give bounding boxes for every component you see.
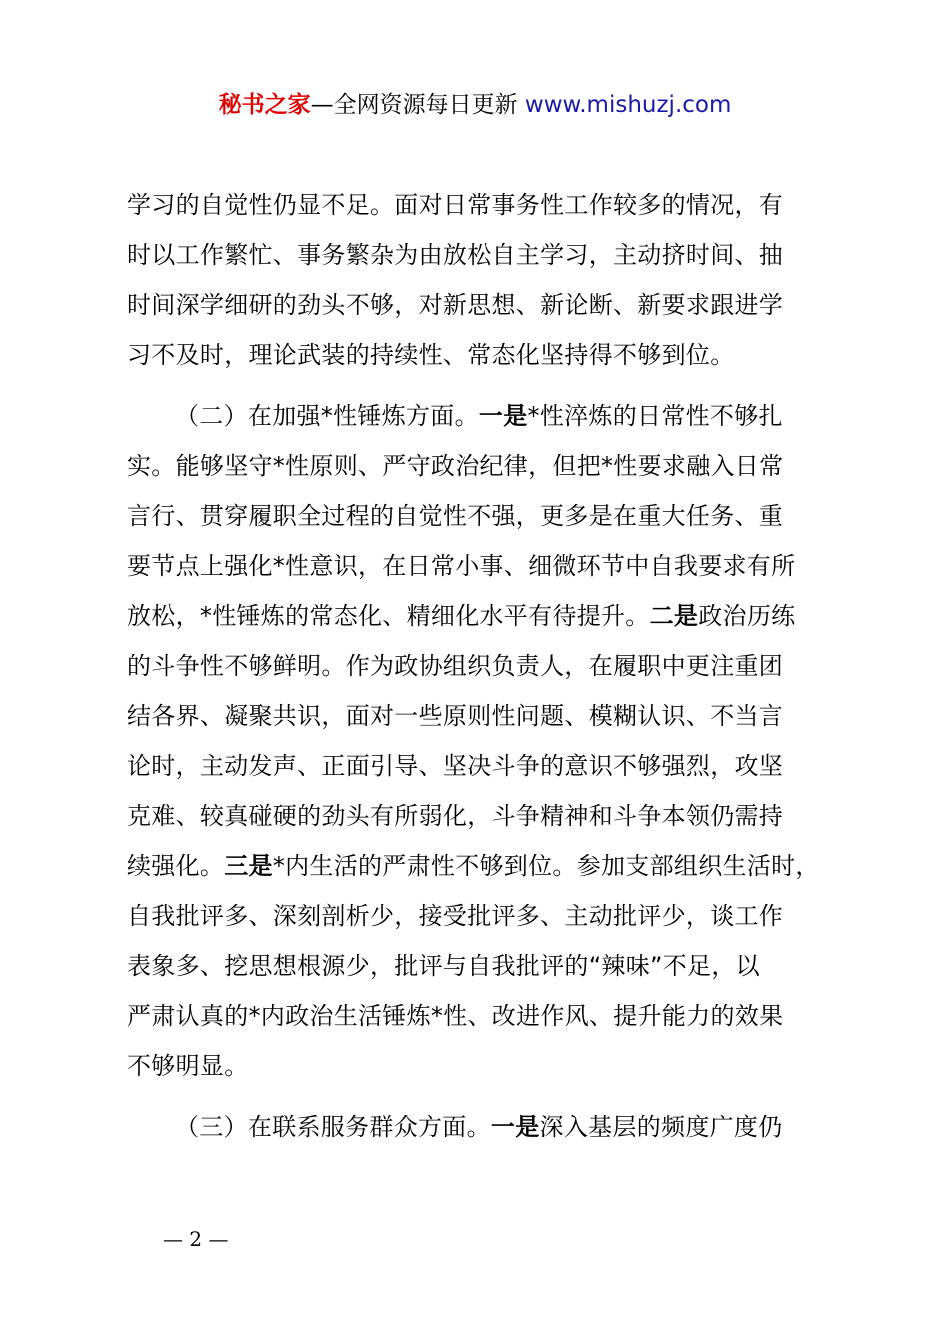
text-line: 言行、贯穿履职全过程的自觉性不强，更多是在重大任务、重 bbox=[127, 502, 784, 530]
bold-marker: 一是 bbox=[490, 1113, 540, 1141]
text-run: 政治历练 bbox=[698, 602, 796, 630]
section-heading: （三）在联系服务群众方面。 bbox=[175, 1113, 491, 1141]
text-line: 自我批评多、深刻剖析少，接受批评多、主动批评少，谈工作 bbox=[127, 902, 784, 930]
text-line: 的斗争性不够鲜明。作为政协组织负责人，在履职中更注重团 bbox=[127, 652, 784, 680]
document-body bbox=[127, 180, 831, 1152]
paragraph-3 bbox=[127, 1102, 831, 1152]
paragraph-1 bbox=[127, 180, 831, 380]
text-line: 时以工作繁忙、事务繁杂为由放松自主学习，主动挤时间、抽 bbox=[127, 241, 784, 269]
text-line: 习不及时，理论武装的持续性、常态化坚持得不够到位。 bbox=[127, 341, 735, 369]
site-header bbox=[0, 88, 950, 122]
text-run: *内生活的严肃性不够到位。参加支部组织生活时， bbox=[272, 852, 820, 880]
text-line bbox=[127, 591, 831, 641]
site-url-link[interactable]: www.mishuzj.com bbox=[524, 92, 732, 118]
text-line bbox=[127, 841, 831, 891]
text-line: 表象多、挖思想根源少，批评与自我批评的“辣味”不足，以 bbox=[127, 952, 760, 980]
bold-marker: 二是 bbox=[649, 602, 699, 630]
bold-marker: 三是 bbox=[224, 852, 273, 880]
text-line bbox=[127, 1102, 831, 1152]
text-line: 结各界、凝聚共识，面对一些原则性问题、模糊认识、不当言 bbox=[127, 702, 784, 730]
header-tagline: —全网资源每日更新 bbox=[310, 92, 525, 118]
text-line: 论时，主动发声、正面引导、坚决斗争的意识不够强烈，攻坚 bbox=[127, 752, 784, 780]
text-line: 实。能够坚守*性原则、严守政治纪律，但把*性要求融入日常 bbox=[127, 452, 784, 480]
text-line bbox=[127, 391, 831, 441]
section-heading: （二）在加强*性锤炼方面。 bbox=[175, 402, 479, 430]
brand-name: 秘书之家 bbox=[218, 92, 311, 118]
text-run: 放松，*性锤炼的常态化、精细化水平有待提升。 bbox=[127, 602, 650, 630]
text-line: 严肃认真的*内政治生活锤炼*性、改进作风、提升能力的效果 bbox=[127, 1002, 784, 1030]
text-run: *性淬炼的日常性不够扎 bbox=[527, 402, 783, 430]
text-run: 深入基层的频度广度仍 bbox=[539, 1113, 783, 1141]
text-line: 克难、较真碰硬的劲头有所弱化，斗争精神和斗争本领仍需持 bbox=[127, 802, 784, 830]
text-line: 要节点上强化*性意识，在日常小事、细微环节中自我要求有所 bbox=[127, 552, 796, 580]
page-number: — 2 — bbox=[163, 1227, 229, 1251]
paragraph-2 bbox=[127, 391, 831, 1091]
text-line: 不够明显。 bbox=[127, 1052, 249, 1080]
text-run: 续强化。 bbox=[127, 852, 225, 880]
bold-marker: 一是 bbox=[478, 402, 528, 430]
text-line: 学习的自觉性仍显不足。面对日常事务性工作较多的情况，有 bbox=[127, 191, 784, 219]
text-line: 时间深学细研的劲头不够，对新思想、新论断、新要求跟进学 bbox=[127, 291, 784, 319]
